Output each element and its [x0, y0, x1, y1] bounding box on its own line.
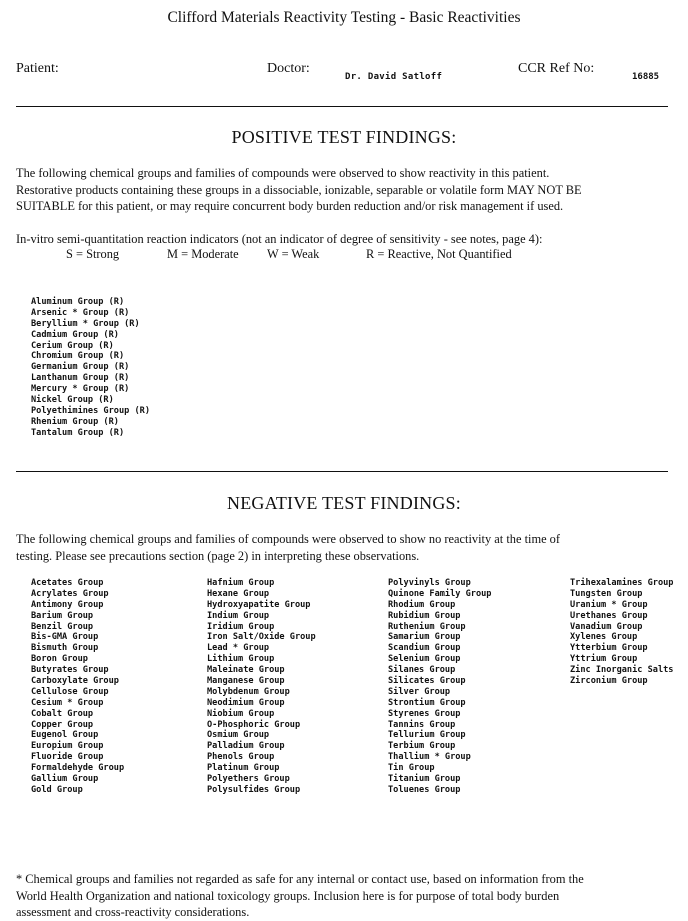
negative-findings-column: [388, 578, 491, 796]
group-item: Manganese Group: [207, 676, 285, 687]
group-item: Fluoride Group: [31, 752, 104, 763]
group-item: Silver Group: [388, 686, 451, 697]
group-item: Beryllium * Group (R): [31, 318, 140, 329]
group-item: Copper Group: [31, 719, 94, 730]
group-item: Maleinate Group: [207, 665, 285, 676]
positive-findings-list: [31, 297, 150, 439]
legend-weak: W = Weak: [267, 247, 320, 261]
indicator-text-line: In-vitro semi-quantitation reaction indicators (not an indicator of degree of sensitivity - see notes, page 4):: [16, 232, 543, 246]
negative-intro-line: The following chemical groups and families of compounds were observed to show no reactivity at the time of: [16, 532, 561, 546]
group-item: Hydroxyapatite Group: [207, 599, 311, 610]
group-item: Platinum Group: [207, 763, 280, 774]
section-divider: [16, 471, 668, 472]
group-item: Samarium Group: [388, 632, 461, 643]
group-item: Iridium Group: [207, 621, 275, 632]
group-item: Mercury * Group (R): [31, 384, 130, 395]
group-item: Cobalt Group: [31, 708, 94, 719]
group-item: Uranium * Group: [570, 599, 648, 610]
legend-reactive: R = Reactive, Not Quantified: [366, 247, 512, 261]
group-item: Boron Group: [31, 654, 88, 665]
group-item: Indium Group: [207, 610, 270, 621]
group-item: Zirconium Group: [570, 676, 648, 687]
group-item: Hexane Group: [207, 588, 270, 599]
group-item: Yttrium Group: [570, 654, 638, 665]
group-item: Chromium Group (R): [31, 351, 125, 362]
group-item: Tannins Group: [388, 719, 456, 730]
group-item: Nickel Group (R): [31, 395, 114, 406]
group-item: Europium Group: [31, 741, 104, 752]
group-item: Rubidium Group: [388, 610, 461, 621]
group-item: Acetates Group: [31, 578, 104, 588]
group-item: Rhodium Group: [388, 599, 456, 610]
group-item: Cellulose Group: [31, 686, 109, 697]
group-item: Cadmium Group (R): [31, 329, 119, 340]
group-item: Hafnium Group: [207, 578, 275, 588]
ccr-ref-value: 16885: [632, 72, 660, 82]
group-item: Niobium Group: [207, 708, 275, 719]
group-item: Xylenes Group: [570, 632, 638, 643]
group-item: Polyethers Group: [207, 774, 290, 785]
group-item: Arsenic * Group (R): [31, 307, 130, 318]
group-item: Benzil Group: [31, 621, 94, 632]
group-item: Gold Group: [31, 784, 83, 795]
group-item: Trihexalamines Group: [570, 578, 674, 588]
positive-intro-line: SUITABLE for this patient, or may require concurrent body burden reduction and/or risk management if used.: [16, 199, 564, 213]
negative-intro-line: testing. Please see precautions section (page 2) in interpreting these observations.: [16, 548, 420, 563]
group-item: Thallium * Group: [388, 752, 471, 763]
indicator-text: [16, 231, 676, 248]
group-item: Acrylates Group: [31, 588, 109, 599]
legend-strong: S = Strong: [66, 247, 120, 261]
group-item: Bis-GMA Group: [31, 632, 99, 643]
group-item: Cesium * Group: [31, 697, 104, 708]
group-item: Molybdenum Group: [207, 686, 290, 697]
group-item: Tantalum Group (R): [31, 427, 125, 438]
negative-intro: [16, 531, 676, 564]
group-item: Polyethimines Group (R): [31, 405, 150, 416]
group-item: Scandium Group: [388, 643, 461, 654]
group-item: Barium Group: [31, 610, 94, 621]
group-item: Rhenium Group (R): [31, 416, 119, 427]
group-item: Antimony Group: [31, 599, 104, 610]
group-item: Silicates Group: [388, 676, 466, 687]
group-item: Eugenol Group: [31, 730, 99, 741]
group-item: Ytterbium Group: [570, 643, 648, 654]
group-item: Terbium Group: [388, 741, 456, 752]
group-item: Gallium Group: [31, 774, 99, 785]
legend-moderate: M = Moderate: [167, 247, 239, 261]
footnote: [16, 871, 676, 921]
group-item: Urethanes Group: [570, 610, 648, 621]
group-item: Styrenes Group: [388, 708, 461, 719]
negative-findings-column: [31, 578, 124, 796]
doctor-label: Doctor:: [267, 61, 310, 76]
group-item: Iron Salt/Oxide Group: [207, 632, 316, 643]
group-item: Phenols Group: [207, 752, 275, 763]
group-item: Neodimium Group: [207, 697, 285, 708]
group-item: Strontium Group: [388, 697, 466, 708]
group-item: Butyrates Group: [31, 665, 109, 676]
group-item: Selenium Group: [388, 654, 461, 665]
group-item: Formaldehyde Group: [31, 763, 125, 774]
ccr-ref-label: CCR Ref No:: [518, 61, 595, 76]
footnote-line: World Health Organization and national toxicology groups. Inclusion here is for purpose of total body burden: [16, 888, 560, 903]
group-item: Vanadium Group: [570, 621, 643, 632]
group-item: Silanes Group: [388, 665, 456, 676]
positive-intro-line: Restorative products containing these groups in a dissociable, ionizable, separable or volatile form MAY NOT BE: [16, 182, 582, 197]
report-title: Clifford Materials Reactivity Testing - Basic Reactivities: [167, 9, 521, 26]
group-item: Polysulfides Group: [207, 784, 301, 795]
negative-findings-column: [207, 578, 316, 796]
positive-findings-title: POSITIVE TEST FINDINGS:: [231, 127, 457, 147]
header-divider: [16, 106, 668, 107]
group-item: Polyvinyls Group: [388, 578, 471, 588]
negative-findings-title: NEGATIVE TEST FINDINGS:: [227, 493, 461, 513]
patient-label: Patient:: [16, 61, 59, 76]
footnote-line: * Chemical groups and families not regarded as safe for any internal or contact use, based on information from the: [16, 872, 584, 886]
group-item: Osmium Group: [207, 730, 270, 741]
group-item: Titanium Group: [388, 774, 461, 785]
group-item: Germanium Group (R): [31, 362, 130, 373]
footnote-line: assessment and cross-reactivity considerations.: [16, 905, 250, 919]
group-item: Tin Group: [388, 763, 435, 774]
group-item: Carboxylate Group: [31, 676, 119, 687]
group-item: Lithium Group: [207, 654, 275, 665]
group-item: Zinc Inorganic Salts: [570, 665, 674, 676]
group-item: Lanthanum Group (R): [31, 373, 130, 384]
group-item: Tellurium Group: [388, 730, 466, 741]
group-item: Ruthenium Group: [388, 621, 466, 632]
negative-findings-column: [570, 578, 673, 687]
positive-intro: [16, 165, 676, 215]
doctor-name: Dr. David Satloff: [345, 72, 443, 82]
positive-intro-line: The following chemical groups and families of compounds were observed to show reactivity in this patient.: [16, 166, 550, 180]
group-item: Palladium Group: [207, 741, 285, 752]
group-item: Quinone Family Group: [388, 588, 492, 599]
group-item: O-Phosphoric Group: [207, 719, 301, 730]
group-item: Cerium Group (R): [31, 340, 114, 351]
group-item: Lead * Group: [207, 643, 270, 654]
group-item: Tungsten Group: [570, 588, 643, 599]
group-item: Bismuth Group: [31, 643, 99, 654]
group-item: Toluenes Group: [388, 784, 461, 795]
group-item: Aluminum Group (R): [31, 297, 125, 307]
